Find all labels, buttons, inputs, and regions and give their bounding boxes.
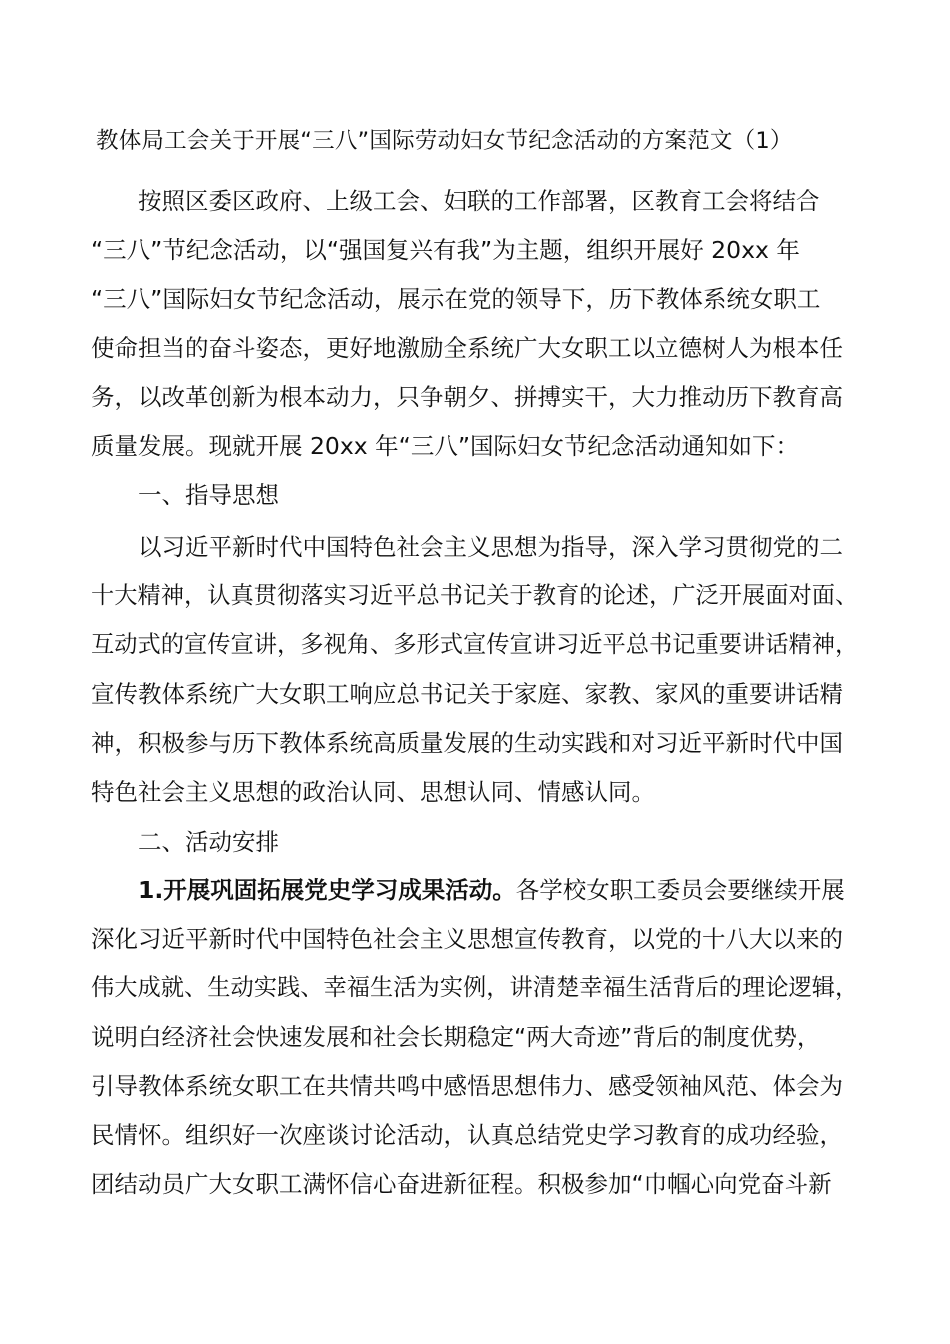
paragraph-line: 伟大成就、生动实践、幸福生活为实例，讲清楚幸福生活背后的理论逻辑， <box>91 974 859 1001</box>
paragraph-line: 互动式的宣传宣讲，多视角、多形式宣传宣讲习近平总书记重要讲话精神， <box>91 631 859 658</box>
paragraph-line: 引导教体系统女职工在共情共鸣中感悟思想伟力、感受领袖风范、体会为 <box>91 1072 843 1100</box>
paragraph-line: 神，积极参与历下教体系统高质量发展的生动实践和对习近平新时代中国 <box>91 729 843 757</box>
paragraph-line: 十大精神，认真贯彻落实习近平总书记关于教育的论述，广泛开展面对面、 <box>91 582 859 609</box>
paragraph-line: 按照区委区政府、上级工会、妇联的工作部署，区教育工会将结合 <box>138 187 820 215</box>
paragraph-line: 使命担当的奋斗姿态，更好地激励全系统广大女职工以立德树人为根本任 <box>91 334 843 362</box>
section-heading: 一、指导思想 <box>138 481 279 509</box>
paragraph-line: 宣传教体系统广大女职工响应总书记关于家庭、家教、家风的重要讲话精 <box>91 680 843 708</box>
paragraph-line: 民情怀。组织好一次座谈讨论活动，认真总结党史学习教育的成功经验， <box>91 1121 843 1149</box>
document-title: 教体局工会关于开展“三八”国际劳动妇女节纪念活动的方案范文（1） <box>96 128 793 154</box>
item-heading: 1.开展巩固拓展党史学习成果活动。 <box>138 876 516 904</box>
paragraph-line: 质量发展。现就开展 20xx 年“三八”国际妇女节纪念活动通知如下： <box>91 432 800 460</box>
paragraph-line: 特色社会主义思想的政治认同、思想认同、情感认同。 <box>91 778 655 806</box>
paragraph-line: 团结动员广大女职工满怀信心奋进新征程。积极参加“巾帼心向党奋斗新 <box>91 1170 832 1198</box>
paragraph-line: 以习近平新时代中国特色社会主义思想为指导，深入学习贯彻党的二 <box>138 533 843 561</box>
item-text: 各学校女职工委员会要继续开展 <box>515 876 845 904</box>
paragraph-line <box>138 873 845 907</box>
section-heading: 二、活动安排 <box>138 828 279 856</box>
paragraph-line: “三八”节纪念活动，以“强国复兴有我”为主题，组织开展好 20xx 年 <box>91 236 800 264</box>
paragraph-line: “三八”国际妇女节纪念活动，展示在党的领导下，历下教体系统女职工 <box>91 285 821 313</box>
paragraph-line: 深化习近平新时代中国特色社会主义思想宣传教育，以党的十八大以来的 <box>91 925 843 953</box>
paragraph-line: 务，以改革创新为根本动力，只争朝夕、拼搏实干，大力推动历下教育高 <box>91 383 843 411</box>
paragraph-line: 说明白经济社会快速发展和社会长期稳定“两大奇迹”背后的制度优势， <box>91 1023 821 1051</box>
